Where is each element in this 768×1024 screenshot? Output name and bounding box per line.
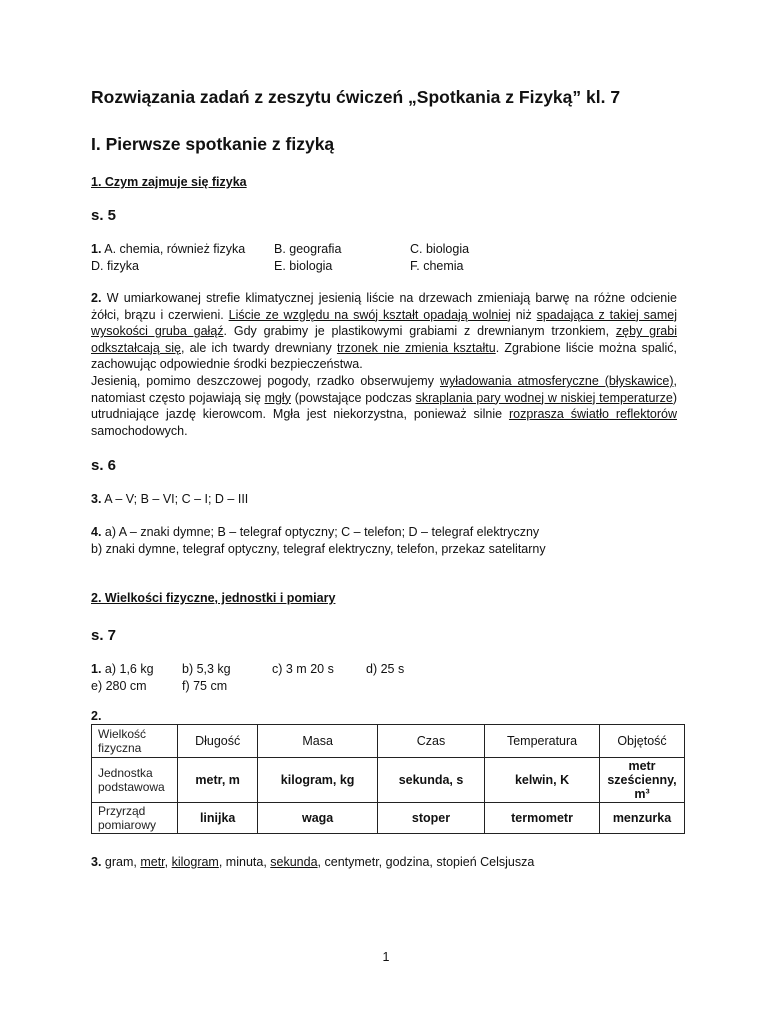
table-cell: Jednostka podstawowa (92, 758, 178, 803)
table-cell: waga (258, 803, 378, 834)
page-ref: s. 6 (91, 457, 117, 474)
table-cell: Objętość (600, 725, 685, 758)
table-cell: stoper (377, 803, 484, 834)
page-ref: s. 5 (91, 207, 117, 224)
exercise-2-label: 2. (91, 709, 102, 723)
table-cell: linijka (178, 803, 258, 834)
table-cell: kilogram, kg (258, 758, 378, 803)
section-heading: I. Pierwsze spotkanie z fizyką (91, 134, 335, 154)
exercise-4: 4. a) A – znaki dymne; B – telegraf optyczny; C – telefon; D – telegraf elektryczny b) znaki dymne, telegraf optyczny, telegraf elektryczny, telefon, przekaz satelitarny (91, 525, 546, 556)
exercise-3-s7: 3. gram, metr, kilogram, minuta, sekunda, centymetr, godzina, stopień Celsjusza (91, 855, 535, 869)
table-cell: Temperatura (485, 725, 600, 758)
subsection-heading: 1. Czym zajmuje się fizyka (91, 175, 247, 189)
table-cell: Masa (258, 725, 378, 758)
table-row (92, 758, 685, 803)
units-table (91, 724, 685, 834)
table-cell: Długość (178, 725, 258, 758)
table-cell: termometr (485, 803, 600, 834)
table-cell: kelwin, K (485, 758, 600, 803)
table-cell: menzurka (600, 803, 685, 834)
table-cell: metr, m (178, 758, 258, 803)
exercise-3: 3. A – V; B – VI; C – I; D – III (91, 492, 249, 506)
table-cell: Przyrząd pomiarowy (92, 803, 178, 834)
page-ref: s. 7 (91, 627, 117, 644)
document-title: Rozwiązania zadań z zeszytu ćwiczeń „Spotkania z Fizyką” kl. 7 (91, 87, 621, 107)
exercise-2: 2. W umiarkowanej strefie klimatycznej jesienią liście na drzewach zmieniają barwę na różne odcienie żółci, brązu i czerwieni. Liście ze względu na swój kształt opadają wolniej niż spadająca z takiej samej wysokości gruba gałąź. Gdy grabimy je plastikowymi grabiami z drewnianym trzonkiem, zęby grabi odkształcają się, ale ich twardy drewniany trzonek nie zmienia kształtu. Zgrabione liście można spalić, zachowując odpowiednie środki bezpieczeństwa. Jesienią, pomimo deszczowej pogody, rzadko obserwujemy wyładowania atmosferyczne (błyskawice), natomiast często pojawiają się mgły (powstające podczas skraplania pary wodnej w niskiej temperaturze) utrudniające jazdę kierowcom. Mgła jest niekorzystna, ponieważ silnie rozprasza światło reflektorów samochodowych. (91, 291, 678, 438)
table-cell: sekunda, s (377, 758, 484, 803)
table-row (92, 803, 685, 834)
table-cell: metr sześcienny, m³ (600, 758, 685, 803)
subsection-heading: 2. Wielkości fizyczne, jednostki i pomiary (91, 591, 336, 605)
table-cell: Czas (377, 725, 484, 758)
page-number: 1 (382, 950, 390, 964)
table-cell: Wielkość fizyczna (92, 725, 178, 758)
table-row (92, 725, 685, 758)
